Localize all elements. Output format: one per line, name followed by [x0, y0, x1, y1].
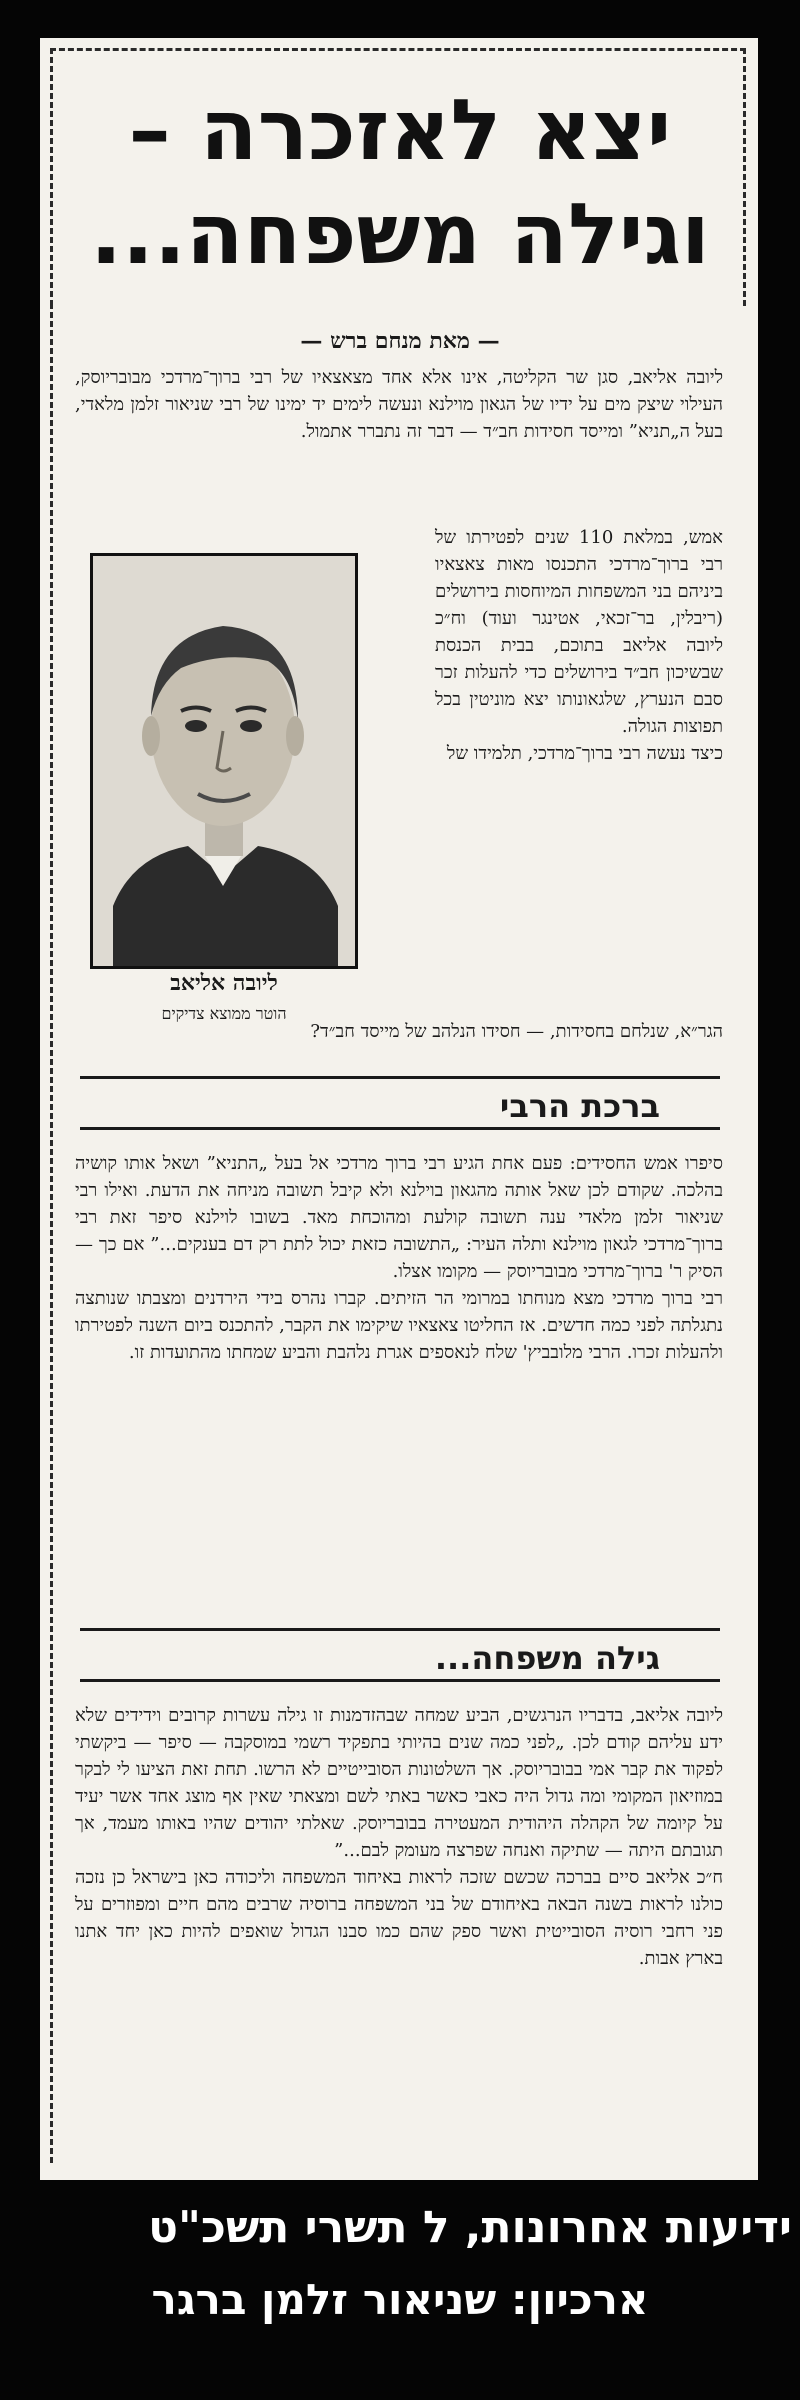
dashed-frame-left [50, 303, 53, 2163]
archive-caption: ארכיון: שניאור זלמן ברגר [151, 2275, 649, 2324]
section-family-paragraph-1: ליובה אליאב, בדבריו הנרגשים, הביע שמחה שבהזדמנות זו גילה עשרות קרובים וידידים שלא ידע עליהם קודם לכן. „לפני כמה שנים בהיותי בתפקיד רשמי במוסקבה — סיפר — ביקשתי לפקוד את קבר אמי בבובריוסק. אך השלטונות הסובייטיים לא הרשו. תחת זאת הציעו לי לבקר במוזיאון המקומי ומה גדול היה כאבי כאשר באתי לשם ומצאתי שאין אף מוצג אחד אשר יעיד על קיומה של הקהלה היהודית המעטירה בבובריוסק. שאלתי יהודים שהיו באותו מעמד, אך תגובתם היתה — שתיקה ואנחה שפרצה מעומק לבם...” [75, 1705, 723, 1861]
section-title-blessing: ברכת הרבי [80, 1076, 720, 1130]
photo-caption-role: הוטר ממוצא צדיקים [161, 1004, 287, 1023]
text-column [435, 524, 723, 767]
section-family-body [75, 1702, 723, 1972]
section-title-family: גילה משפחה... [80, 1628, 720, 1682]
section-blessing-paragraph-2: רבי ברוך מרדכי מצא מנוחתו במרומי הר הזיתים. קברו נהרס בידי הירדנים ומצבתו שנותצה נתגלתה לפני כמה חדשים. אז החליטו צאצאיו שיקימו את הקבר, להתכנס ביום השנה לפטירתו ולהעלות זכרו. הרבי מלובביץ' שלח לנאספים אגרת נלהבת והביע שמחתו מהתועדות זו. [75, 1288, 723, 1363]
wide-paragraph: הגר״א, שנלחם בחסידות, — חסידו הנלהב של מייסד חב״ד? [310, 1021, 723, 1042]
byline: — מאת מנחם ברש — [300, 328, 500, 354]
headline-line-2: וגילה משפחה... [90, 185, 710, 283]
article-headline [80, 78, 720, 286]
column-paragraph-1: אמש, במלאת 110 שנים לפטירתו של רבי ברוך־מרדכי התכנסו מאות צאצאיו ביניהם בני המשפחות המיוחסות בירושלים (ריבלין, בר־זכאי, אטינגר ועוד) וח״כ ליובה אליאב בתוכם, בבית הכנסת שבשיכון חב״ד בירושלים כדי להעלות זכר סבם הנערץ, שלגאונותו יצא מוניטין בכל תפוצות הגולה. [435, 527, 723, 737]
section-family-paragraph-2: ח״כ אליאב סיים בברכה שכשם שזכה לראות באיחוד המשפחה וליכודה כאן בישראל כן נזכה כולנו לראות בשנה הבאה באיחודם של בני המשפחה ברוסיה שרבים מהם חיים ומפוזרים על פני רחבי רוסיה הסובייטית ואשר ספק שהם כמו סבנו הגדול שואפים להיות כאן יחד אתנו בארץ אבות. [75, 1867, 723, 1969]
lead-paragraph: ליובה אליאב, סגן שר הקליטה, אינו אלא אחד מצאצאיו של רבי ברוך־מרדכי מבובריוסק, העילוי שיצק מים על ידיו של הגאון מוילנא ונעשה לימים יד ימינו של רבי שניאור זלמן מלאדי, בעל ה„תניא” ומייסד חסידות חב״ד — דבר זה נתברר אתמול. [75, 367, 723, 442]
section-blessing-paragraph-1: סיפרו אמש החסידים: פעם אחת הגיע רבי ברוך מרדכי אל בעל „התניא” ושאל אותו קושיה בהלכה. שקודם לכן שאל אותה מהגאון בוילנא ולא קיבל תשובה מניחה את הדעת. ואילו רבי שניאור זלמן מלאדי ענה תשובה קולעת ומהוכחת מאד. בשובו לוילנא סיפר זאת רבי ברוך־מרדכי לגאון מוילנא ותלה העיר: „התשובה כזאת יכול לתת רק דם בענקים...” אם כך — הסיק ר' ברוך־מרדכי מבובריוסק — מקומו אצלו. [75, 1153, 723, 1282]
source-caption: ידיעות אחרונות, ל תשרי תשכ"ט [148, 2202, 792, 2253]
newspaper-clipping [40, 38, 758, 2180]
headline-line-1: יצא לאזכרה – [128, 81, 672, 179]
portrait-illustration [93, 556, 355, 966]
section-blessing-body [75, 1150, 723, 1366]
photo-caption-name: ליובה אליאב [170, 970, 278, 996]
portrait-photo [90, 553, 358, 969]
column-paragraph-2: כיצד נעשה רבי ברוך־מרדכי, תלמידו של [446, 743, 723, 764]
